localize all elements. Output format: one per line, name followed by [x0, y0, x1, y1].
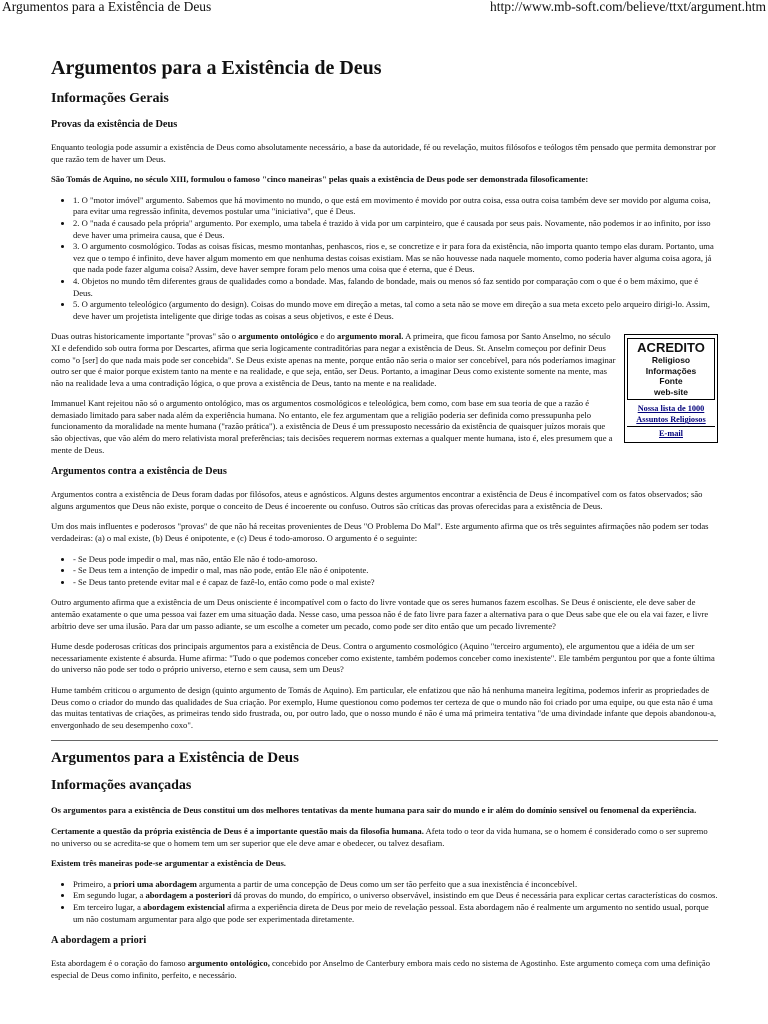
five-ways-list [51, 195, 718, 323]
section-subtitle: Informações Gerais [51, 91, 169, 106]
link-email[interactable]: E-mail [659, 429, 683, 439]
list-item: • - Se Deus tanto pretende evitar mal e é capaz de fazê-lo, então como pode o mal existe? [73, 577, 718, 589]
box-line: Religioso [651, 355, 691, 366]
text-span: dá provas do mundo, do empírico, o universo observável, insistindo em que Deus é necessária para explicar certas características do cosmos. [231, 890, 718, 901]
list-item: • - Se Deus pode impedir o mal, mas não, então Ele não é todo-amoroso. [73, 554, 718, 566]
text-span: argumenta a partir de uma concepção de Deus como um ser tão perfeito que a sua inexistência é inconcebível. [196, 878, 578, 889]
box-line: Informações [645, 365, 697, 376]
text-span: e do [318, 331, 338, 342]
bold-moral: argumento moral. [337, 331, 404, 342]
text-span: Duas outras historicamente importante "provas" são o [51, 331, 239, 342]
text-span: Esta abordagem é o coração do famoso [51, 958, 188, 969]
link-religious-subjects[interactable]: Assuntos Religiosos [636, 415, 706, 425]
paragraph-two-proofs [51, 331, 718, 389]
aquinas-text: São Tomás de Aquino, no século XIII, formulou o famoso "cinco maneiras" pelas quais a existência de Deus pode ser demonstrada filosoficamente: [51, 174, 589, 185]
box-line: Fonte [659, 376, 683, 387]
section2-title: Argumentos para a Existência de Deus [51, 750, 299, 767]
bold-text: abordagem a posteriori [145, 890, 232, 901]
header-url[interactable]: http://www.mb-soft.com/believe/ttxt/argument.htm [490, 0, 766, 14]
paragraph-hume-2: Hume também criticou o argumento de design (quinto argumento de Tomás de Aquino). Em particular, ele enfatizou que não há nenhuma maneira legítima, podemos inferir as propriedades de Deus como o criador do mundo das qualidades de Sua criação. Por exemplo, Hume questionou como podemos ter certeza de que o mundo não foi criado por uma equipe, ou que esta não é uma das muitas tentativas de criações, as primeiras tendo sido frustrada, ou, por outro lado, que o nosso mundo é não é uma má primeira tentativa "de uma divindade infante que depois abandonou-a, envergonhado de seu desempenho coxo". [51, 684, 717, 730]
paragraph-priori [51, 958, 718, 981]
paragraph-evil: Um dos mais influentes e poderosos "provas" de que não há receitas provenientes de Deus "O Problema Do Mal". Este argumento afirma que os três seguintes afirmações não podem ser todas verdadeiras: (a) o mal existe, (b) Deus é onipotente, e (c) Deus é todo-amoroso. O argumento é o seguinte: [51, 521, 709, 544]
list-item: • 3. O argumento cosmológico. Todas as coisas físicas, mesmo montanhas, penhascos, rios e, se concretize e ir para fora da existência, não importa quanto tempo elas duram. Portanto, uma vez que o tempo é infinito, deve haver algum momento em que nenhuma destas coisas existiam. Mas se não houvesse nada naquele momento, como poderia haver alguma coisa agora, já que nada pode fazer alguma coisa? Assim, deve haver sempre foram pelo menos uma coisa que é eterna, que é Deus. [73, 241, 718, 276]
paragraph-freewill: Outro argumento afirma que a existência de um Deus onisciente é incompatível com o facto do livre vontade que os seres humanos fazem escolhas. Se Deus é onisciente, ele deve saber de antemão exatamente o que uma pessoa vai fazer em uma situação dada. Nesse caso, uma pessoa não é de fato livre para fazer a alternativa para o que Deus sabe que ele ou ela vai fazer, e livre arbítrio deve ser uma ilusão. Para dar um passo adiante, se um escolhe a cometer um pecado, como pode ser dito então que um pecado livremente? [51, 597, 709, 631]
text-span: Em terceiro lugar, a [73, 901, 144, 912]
list-item: • 4. Objetos no mundo têm diferentes graus de qualidades como a bondade. Mas, falando de bondade, mais ou menos só faz sentido por comparação com o que é o bem máximo, que é Deus. [73, 276, 718, 299]
paragraph-against: Argumentos contra a existência de Deus foram dadas por filósofos, ateus e agnósticos. Alguns destes argumentos encontrar a existência de Deus é incompatível com os fatos observados; são alguns argumentos que Deus não existe, porque o conceito de Deus é incoerente ou confuso. Outros são críticas das provas oferecidas para a existência de Deus. [51, 489, 703, 511]
text-span: Em segundo lugar, a [73, 890, 146, 901]
evil-list [51, 554, 718, 589]
bold-text: Os argumentos para a existência de Deus constitui um dos melhores tentativas da mente humana para sair do mundo e ir além do domínio sensível ou fenomenal da experiência. [51, 805, 697, 816]
box-line: web-site [653, 386, 688, 397]
sidebar-box-inner [627, 338, 715, 400]
box-divider [627, 426, 715, 427]
section-divider [51, 740, 718, 741]
paragraph-kant: Immanuel Kant rejeitou não só o argumento ontológico, mas os argumentos cosmológicos e teleológica, bem como, com base em sua teoria de que a razão é demasiado limitado para saber nada além da experiência humana. No entanto, ele fez argumentam que a religião poderia ser definida como pressupunha pelo funcionamento da moralidade na mente humana ("razão prática"). a existência de Deus é um pressuposto necessário da existência de quaisquer juízos morais que são objectivas, que vão além do mero relativista moral preferências; tais decisões requerem normas externas a qualquer mente humana, isto é, eles presumem que a mente de Deus. [51, 398, 613, 455]
document-body [51, 56, 718, 990]
box-title: ACREDITO [637, 340, 705, 356]
text-span: concebido por Anselmo de Canterbury embora mais cedo no sistema de Agostinho. Este argumento começa com uma definição especial de Deus como infinito, perfeito, e necessário. [51, 958, 711, 980]
bold-text: Existem três maneiras pode-se argumentar a existência de Deus. [51, 858, 286, 869]
sidebar-box [624, 334, 718, 443]
paragraph-adv-3 [51, 858, 718, 870]
list-item: • 1. O "motor imóvel" argumento. Sabemos que há movimento no mundo, o que está em movimento é movido por outra coisa, essa outra coisa também deve ser movido por alguma coisa, para evitar uma regressão infinita, devemos postular uma "iniciativa", que é Deus. [73, 195, 718, 218]
paragraph-intro: Enquanto teologia pode assumir a existência de Deus como absolutamente necessário, a base da autoridade, fé ou revelação, muitos filósofos e teólogos têm pensado que permita demonstrar por que razão tem de haver um Deus. [51, 142, 716, 164]
print-header [0, 0, 768, 18]
paragraph-adv-2 [51, 826, 718, 849]
page-title: Argumentos para a Existência de Deus [51, 57, 382, 79]
text-span: A primeira, que ficou famosa por Santo Anselmo, no século XI e defendido sob outra forma por Descartes, afirma que seria logicamente contraditórias para negar a existência de Deus. St. Anselm começou por definir Deus como "o [ser] do que nada mais pode ser concebida". Se Deus existe apenas na mente, porque então não seria o maior ser concebível, para nós poderíamos imaginar outro ser que é maior porque existem tanto na mente e na realidade, e que seja, então, ser Deus. Portanto, a imaginar Deus como existente somente na mente, mas não na realidade leva a uma contradição lógica, o que prova a existência de Deus, tanto na mente e na realidade. [51, 331, 616, 388]
bold-ontological: argumento ontológico [238, 331, 319, 342]
list-item: • 2. O "nada é causado pela própria" argumento. Por exemplo, uma tabela é trazido à vida por um carpinteiro, que é causada por seus pais. Novamente, não podemos ir ao infinito, por isso deve haver uma primeira causa, que é Deus. [73, 218, 718, 241]
bold-text: argumento ontológico, [187, 958, 270, 969]
approaches-list [51, 879, 718, 925]
text-span: afirma a experiência direta de Deus por meio de revelação pessoal. Esta abordagem não é realmente um argumento no sentido usual, porque um não costumam argumentar para algo que pode ser experimentada diretamente. [73, 901, 709, 924]
list-item: • - Se Deus tem a intenção de impedir o mal, mas não pode, então Ele não é onipotente. [73, 565, 718, 577]
list-item: • 5. O argumento teleológico (argumento do design). Coisas do mundo move em direção a metas, tal como a seta não se move em direção a sua meta exceto pelo arqueiro dirigi-lo. Assim, deve haver um projetista inteligente que dirige todas as coisas a seus objetivos, e este é Deus. [73, 299, 718, 322]
list-item [73, 890, 718, 902]
bold-text: abordagem existencial [143, 901, 225, 912]
text-span: Primeiro, a [73, 878, 114, 889]
paragraph-adv-1 [51, 805, 718, 817]
list-item [73, 902, 718, 925]
header-title: Argumentos para a Existência de Deus [2, 0, 212, 14]
paragraph-aquinas [51, 174, 718, 186]
bold-text: Certamente a questão da própria existência de Deus é a importante questão mais da filosofia humana. [51, 825, 424, 836]
heading-priori: A abordagem a priori [51, 935, 147, 947]
section2-subtitle: Informações avançadas [51, 778, 192, 794]
paragraph-hume-1: Hume desde poderosas críticas dos principais argumentos para a existência de Deus. Contra o argumento cosmológico (Aquino "terceiro argumento), ele argumentou que a idéia de um ser necessariamente existente é absurda. Hume afirma: "Tudo o que podemos conceber como existente, também podemos conceber como inexistente". Ele também perguntou por que a fonte última do universo não pode ser todo o próprio universo, eterno e sem causa, sem um Deus? [51, 641, 715, 675]
bold-text: priori uma abordagem [113, 878, 197, 889]
text-span: Afeta todo o teor da vida humana, se o homem é considerado como o ser supremo no universo ou se acredita-se que o homem tem um ser superior que ele deve amar e obedecer, ou talvez desafiam. [51, 825, 708, 848]
heading-against: Argumentos contra a existência de Deus [51, 466, 227, 478]
heading-proofs: Provas da existência de Deus [51, 119, 178, 130]
list-item [73, 879, 718, 891]
link-list-1000[interactable]: Nossa lista de 1000 [637, 404, 705, 414]
